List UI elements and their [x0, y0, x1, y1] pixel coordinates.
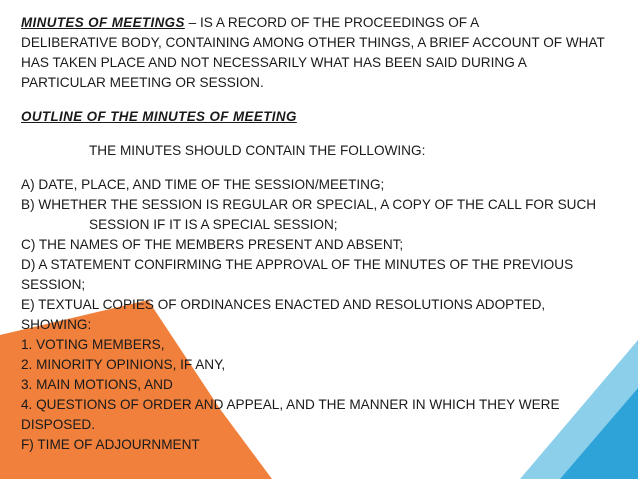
outline-item: C) THE NAMES OF THE MEMBERS PRESENT AND ABSENT; — [21, 237, 404, 252]
outline-intro: THE MINUTES SHOULD CONTAIN THE FOLLOWING: — [89, 143, 426, 158]
outline-item: SESSION; — [21, 277, 86, 292]
outline-item: E) TEXTUAL COPIES OF ORDINANCES ENACTED AND RESOLUTIONS ADOPTED, — [21, 297, 546, 312]
outline-item: 3. MAIN MOTIONS, AND — [21, 377, 173, 392]
outline-item: 4. QUESTIONS OF ORDER AND APPEAL, AND THE MANNER IN WHICH THEY WERE — [21, 397, 560, 412]
definition-text: – IS A RECORD OF THE PROCEEDINGS OF A — [184, 15, 480, 30]
outline-item: SHOWING: — [21, 317, 92, 332]
outline-item: DISPOSED. — [21, 417, 96, 432]
definition-line: DELIBERATIVE BODY, CONTAINING AMONG OTHER THINGS, A BRIEF ACCOUNT OF WHAT — [21, 35, 605, 50]
definition-line: PARTICULAR MEETING OR SESSION. — [21, 75, 264, 90]
definition-line — [21, 13, 621, 33]
outline-item: 1. VOTING MEMBERS, — [21, 337, 165, 352]
outline-item: 2. MINORITY OPINIONS, IF ANY, — [21, 357, 226, 372]
outline-item: D) A STATEMENT CONFIRMING THE APPROVAL OF THE MINUTES OF THE PREVIOUS — [21, 257, 574, 272]
outline-item: B) WHETHER THE SESSION IS REGULAR OR SPECIAL, A COPY OF THE CALL FOR SUCH — [21, 197, 597, 212]
outline-item: A) DATE, PLACE, AND TIME OF THE SESSION/MEETING; — [21, 177, 385, 192]
definition-line: HAS TAKEN PLACE AND NOT NECESSARILY WHAT HAS BEEN SAID DURING A — [21, 55, 527, 70]
slide-content — [21, 13, 621, 455]
outline-heading: OUTLINE OF THE MINUTES OF MEETING — [21, 109, 297, 124]
definition-term: MINUTES OF MEETINGS — [21, 15, 185, 30]
outline-item: SESSION IF IT IS A SPECIAL SESSION; — [89, 217, 338, 232]
outline-item: F) TIME OF ADJOURNMENT — [21, 437, 200, 452]
